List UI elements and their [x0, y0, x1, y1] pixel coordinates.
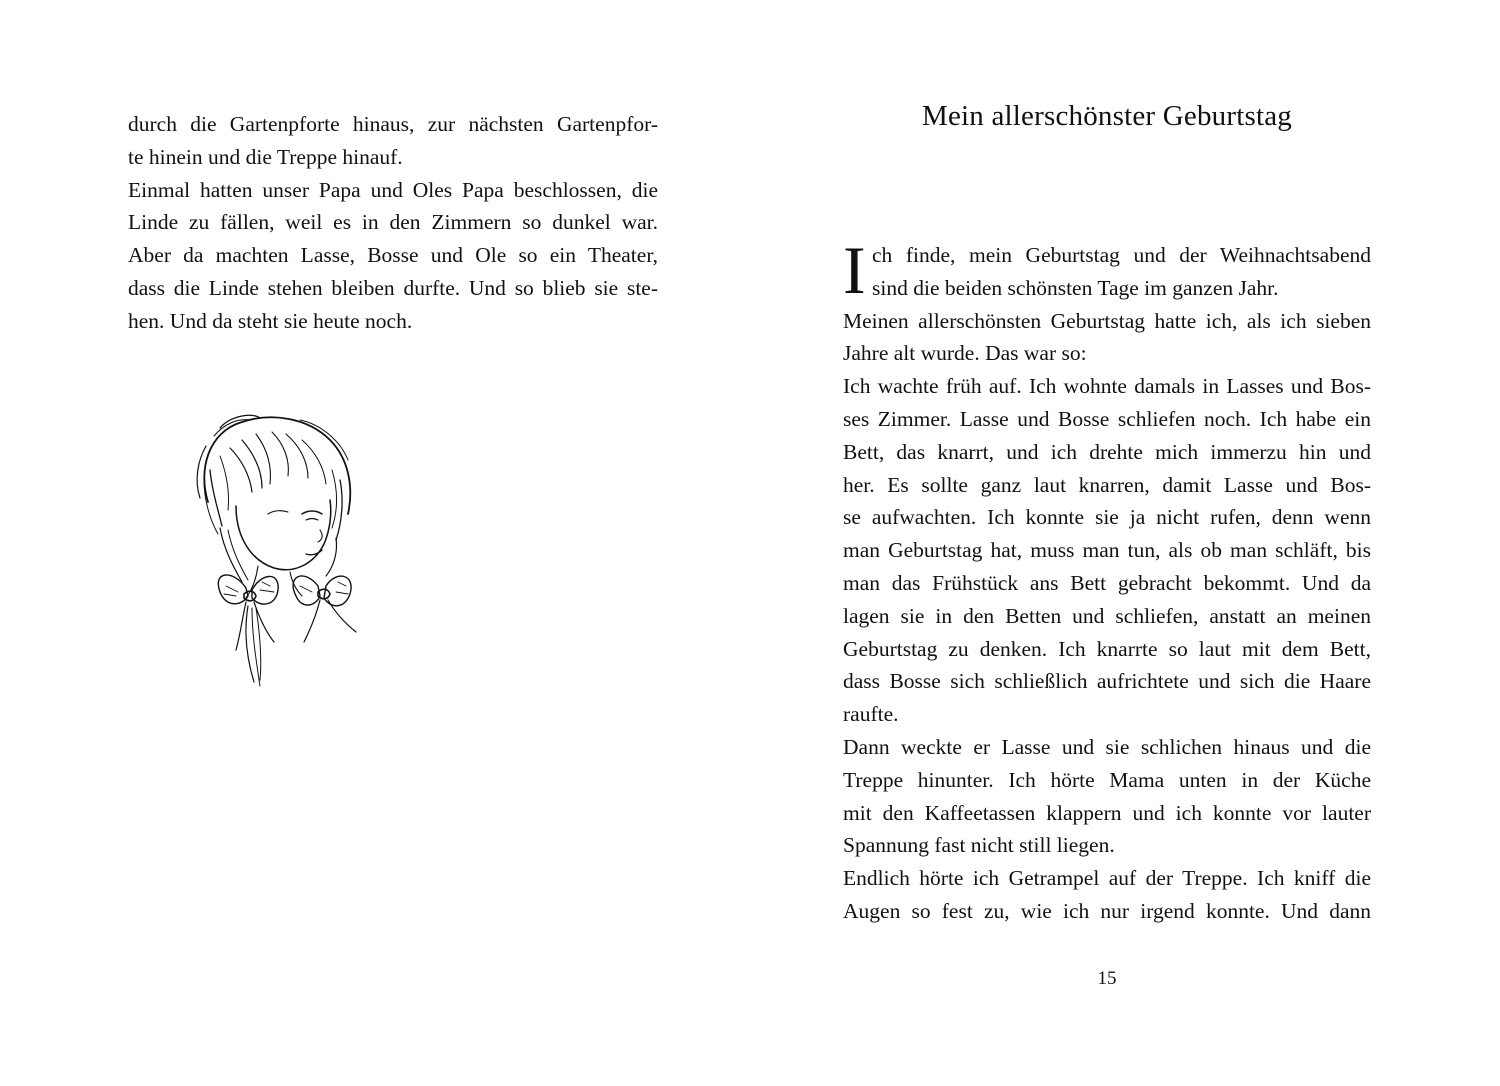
right-page: [750, 0, 1500, 1086]
text-line: se aufwachten. Ich konnte sie ja nicht rufen, denn wenn: [843, 505, 1371, 530]
chapter-title: Mein allerschönster Geburtstag: [921, 100, 1292, 132]
text-line: Spannung fast nicht still liegen.: [843, 833, 1115, 858]
text-line: Treppe hinunter. Ich hörte Mama unten in der Küche: [843, 767, 1371, 792]
text-line: man das Frühstück ans Bett gebracht bekommt. Und da: [843, 570, 1371, 595]
text-line: Meinen allerschönsten Geburtstag hatte ich, als ich sieben: [843, 308, 1371, 333]
text-line: raufte.: [843, 702, 899, 727]
left-page-text: [128, 108, 658, 338]
text-line: te hinein und die Treppe hinauf.: [128, 144, 403, 169]
text-line: dass Bosse sich schließlich aufrichtete und sich die Haare: [843, 669, 1371, 694]
right-page-text: [843, 232, 1371, 928]
text-line: Endlich hörte ich Getrampel auf der Treppe. Ich kniff die: [843, 866, 1371, 891]
page-number: 15: [1097, 968, 1117, 989]
text-line: ch finde, mein Geburtstag und der Weihnachtsabend: [872, 243, 1371, 267]
text-line: man Geburtstag hat, muss man tun, als ob man schläft, bis: [843, 538, 1371, 563]
text-line: Aber da machten Lasse, Bosse und Ole so ein Theater,: [128, 243, 658, 268]
text-line: Jahre alt wurde. Das war so:: [843, 341, 1087, 366]
text-line: Dann weckte er Lasse und sie schlichen hinaus und die: [843, 734, 1371, 759]
text-line: mit den Kaffeetassen klappern und ich konnte vor lauter: [843, 800, 1371, 825]
text-line: sind die beiden schönsten Tage im ganzen Jahr.: [872, 275, 1279, 300]
text-line: her. Es sollte ganz laut knarren, damit Lasse und Bos-: [843, 472, 1371, 497]
text-line: Geburtstag zu denken. Ich knarrte so laut mit dem Bett,: [843, 636, 1371, 661]
text-line: Ich wachte früh auf. Ich wohnte damals in Lasses und Bos-: [843, 374, 1371, 399]
drop-cap: I: [843, 232, 866, 308]
text-line: durch die Gartenpforte hinaus, zur nächsten Gartenpfor-: [128, 112, 658, 136]
text-line: Einmal hatten unser Papa und Oles Papa beschlossen, die: [128, 177, 658, 202]
text-line: dass die Linde stehen bleiben durfte. Und so blieb sie ste-: [128, 275, 658, 300]
text-line: lagen sie in den Betten und schliefen, anstatt an meinen: [843, 603, 1371, 628]
girl-sketch-illustration: [190, 410, 365, 695]
text-line: hen. Und da steht sie heute noch.: [128, 308, 413, 333]
text-line: ses Zimmer. Lasse und Bosse schliefen noch. Ich habe ein: [843, 406, 1371, 431]
text-line: Augen so fest zu, wie ich nur irgend konnte. Und dann: [843, 898, 1371, 923]
text-line: Bett, das knarrt, und ich drehte mich immerzu hin und: [843, 439, 1371, 464]
text-line: Linde zu fällen, weil es in den Zimmern so dunkel war.: [128, 210, 658, 235]
